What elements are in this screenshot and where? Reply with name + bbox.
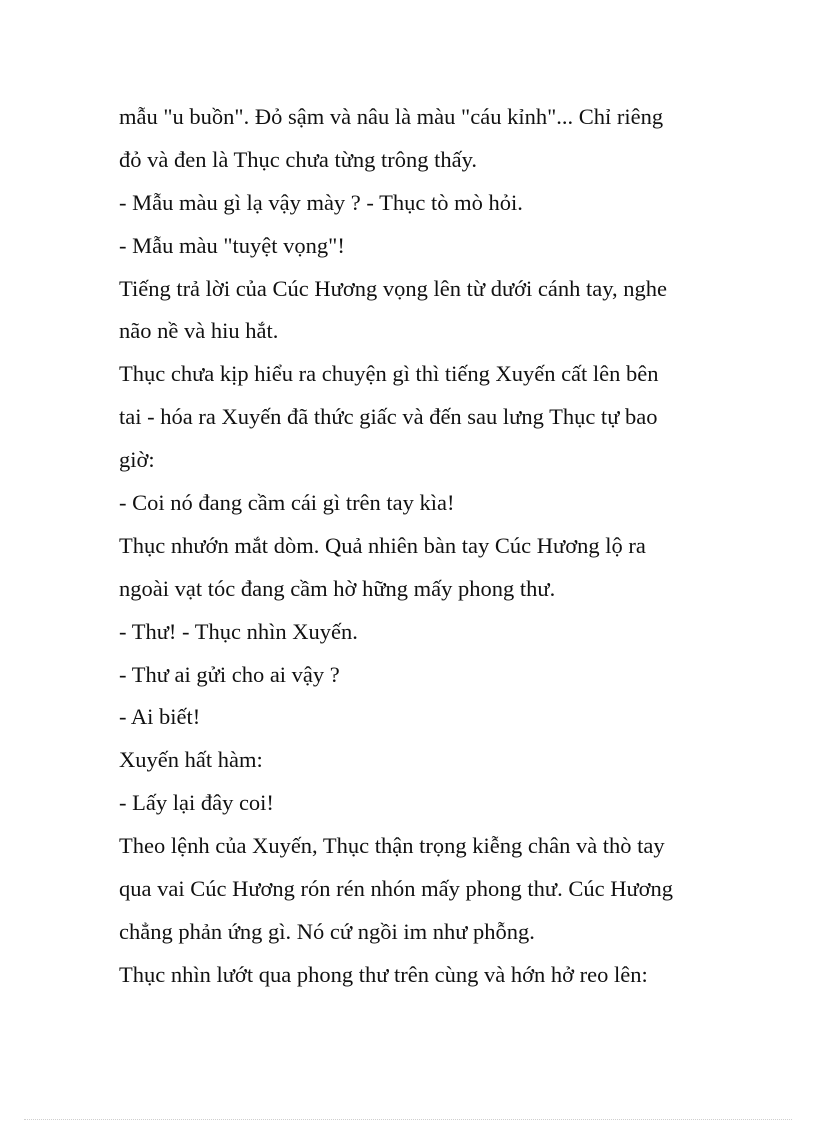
text-line: - Lấy lại đây coi!	[119, 790, 274, 816]
text-line: Tiếng trả lời của Cúc Hương vọng lên từ dưới cánh tay, nghe	[119, 275, 668, 301]
text-line: - Thư ai gửi cho ai vậy ?	[119, 661, 340, 687]
text-line: - Mẫu màu "tuyệt vọng"!	[119, 232, 345, 258]
text-line: Xuyến hất hàm:	[119, 747, 263, 773]
text-line: Thục chưa kịp hiểu ra chuyện gì thì tiếng Xuyến cất lên bên	[119, 361, 659, 387]
text-line: ngoài vạt tóc đang cầm hờ hững mấy phong thư.	[119, 575, 556, 601]
text-line: - Mẫu màu gì lạ vậy mày ? - Thục tò mò hỏi.	[119, 189, 523, 215]
text-line: đỏ và đen là Thục chưa từng trông thấy.	[119, 146, 478, 172]
text-line: - Ai biết!	[119, 704, 201, 730]
text-line: giờ:	[119, 447, 155, 473]
text-line: Theo lệnh của Xuyến, Thục thận trọng kiễng chân và thò tay	[119, 833, 665, 859]
text-line: tai - hóa ra Xuyến đã thức giấc và đến sau lưng Thục tự bao	[119, 404, 658, 430]
body-text	[119, 96, 759, 997]
text-line: - Coi nó đang cầm cái gì trên tay kìa!	[119, 490, 455, 516]
page-bottom-edge	[24, 1119, 792, 1120]
text-line: - Thư! - Thục nhìn Xuyến.	[119, 618, 358, 644]
text-line: não nề và hiu hắt.	[119, 318, 279, 344]
text-line: Thục nhìn lướt qua phong thư trên cùng và hớn hở reo lên:	[119, 961, 648, 987]
text-line: chẳng phản ứng gì. Nó cứ ngồi im như phỗng.	[119, 918, 535, 944]
text-line: qua vai Cúc Hương rón rén nhón mấy phong thư. Cúc Hương	[119, 876, 674, 902]
text-line: Thục nhướn mắt dòm. Quả nhiên bàn tay Cúc Hương lộ ra	[119, 532, 646, 558]
text-line: mẫu "u buồn". Đỏ sậm và nâu là màu "cáu kỉnh"... Chỉ riêng	[119, 104, 664, 129]
